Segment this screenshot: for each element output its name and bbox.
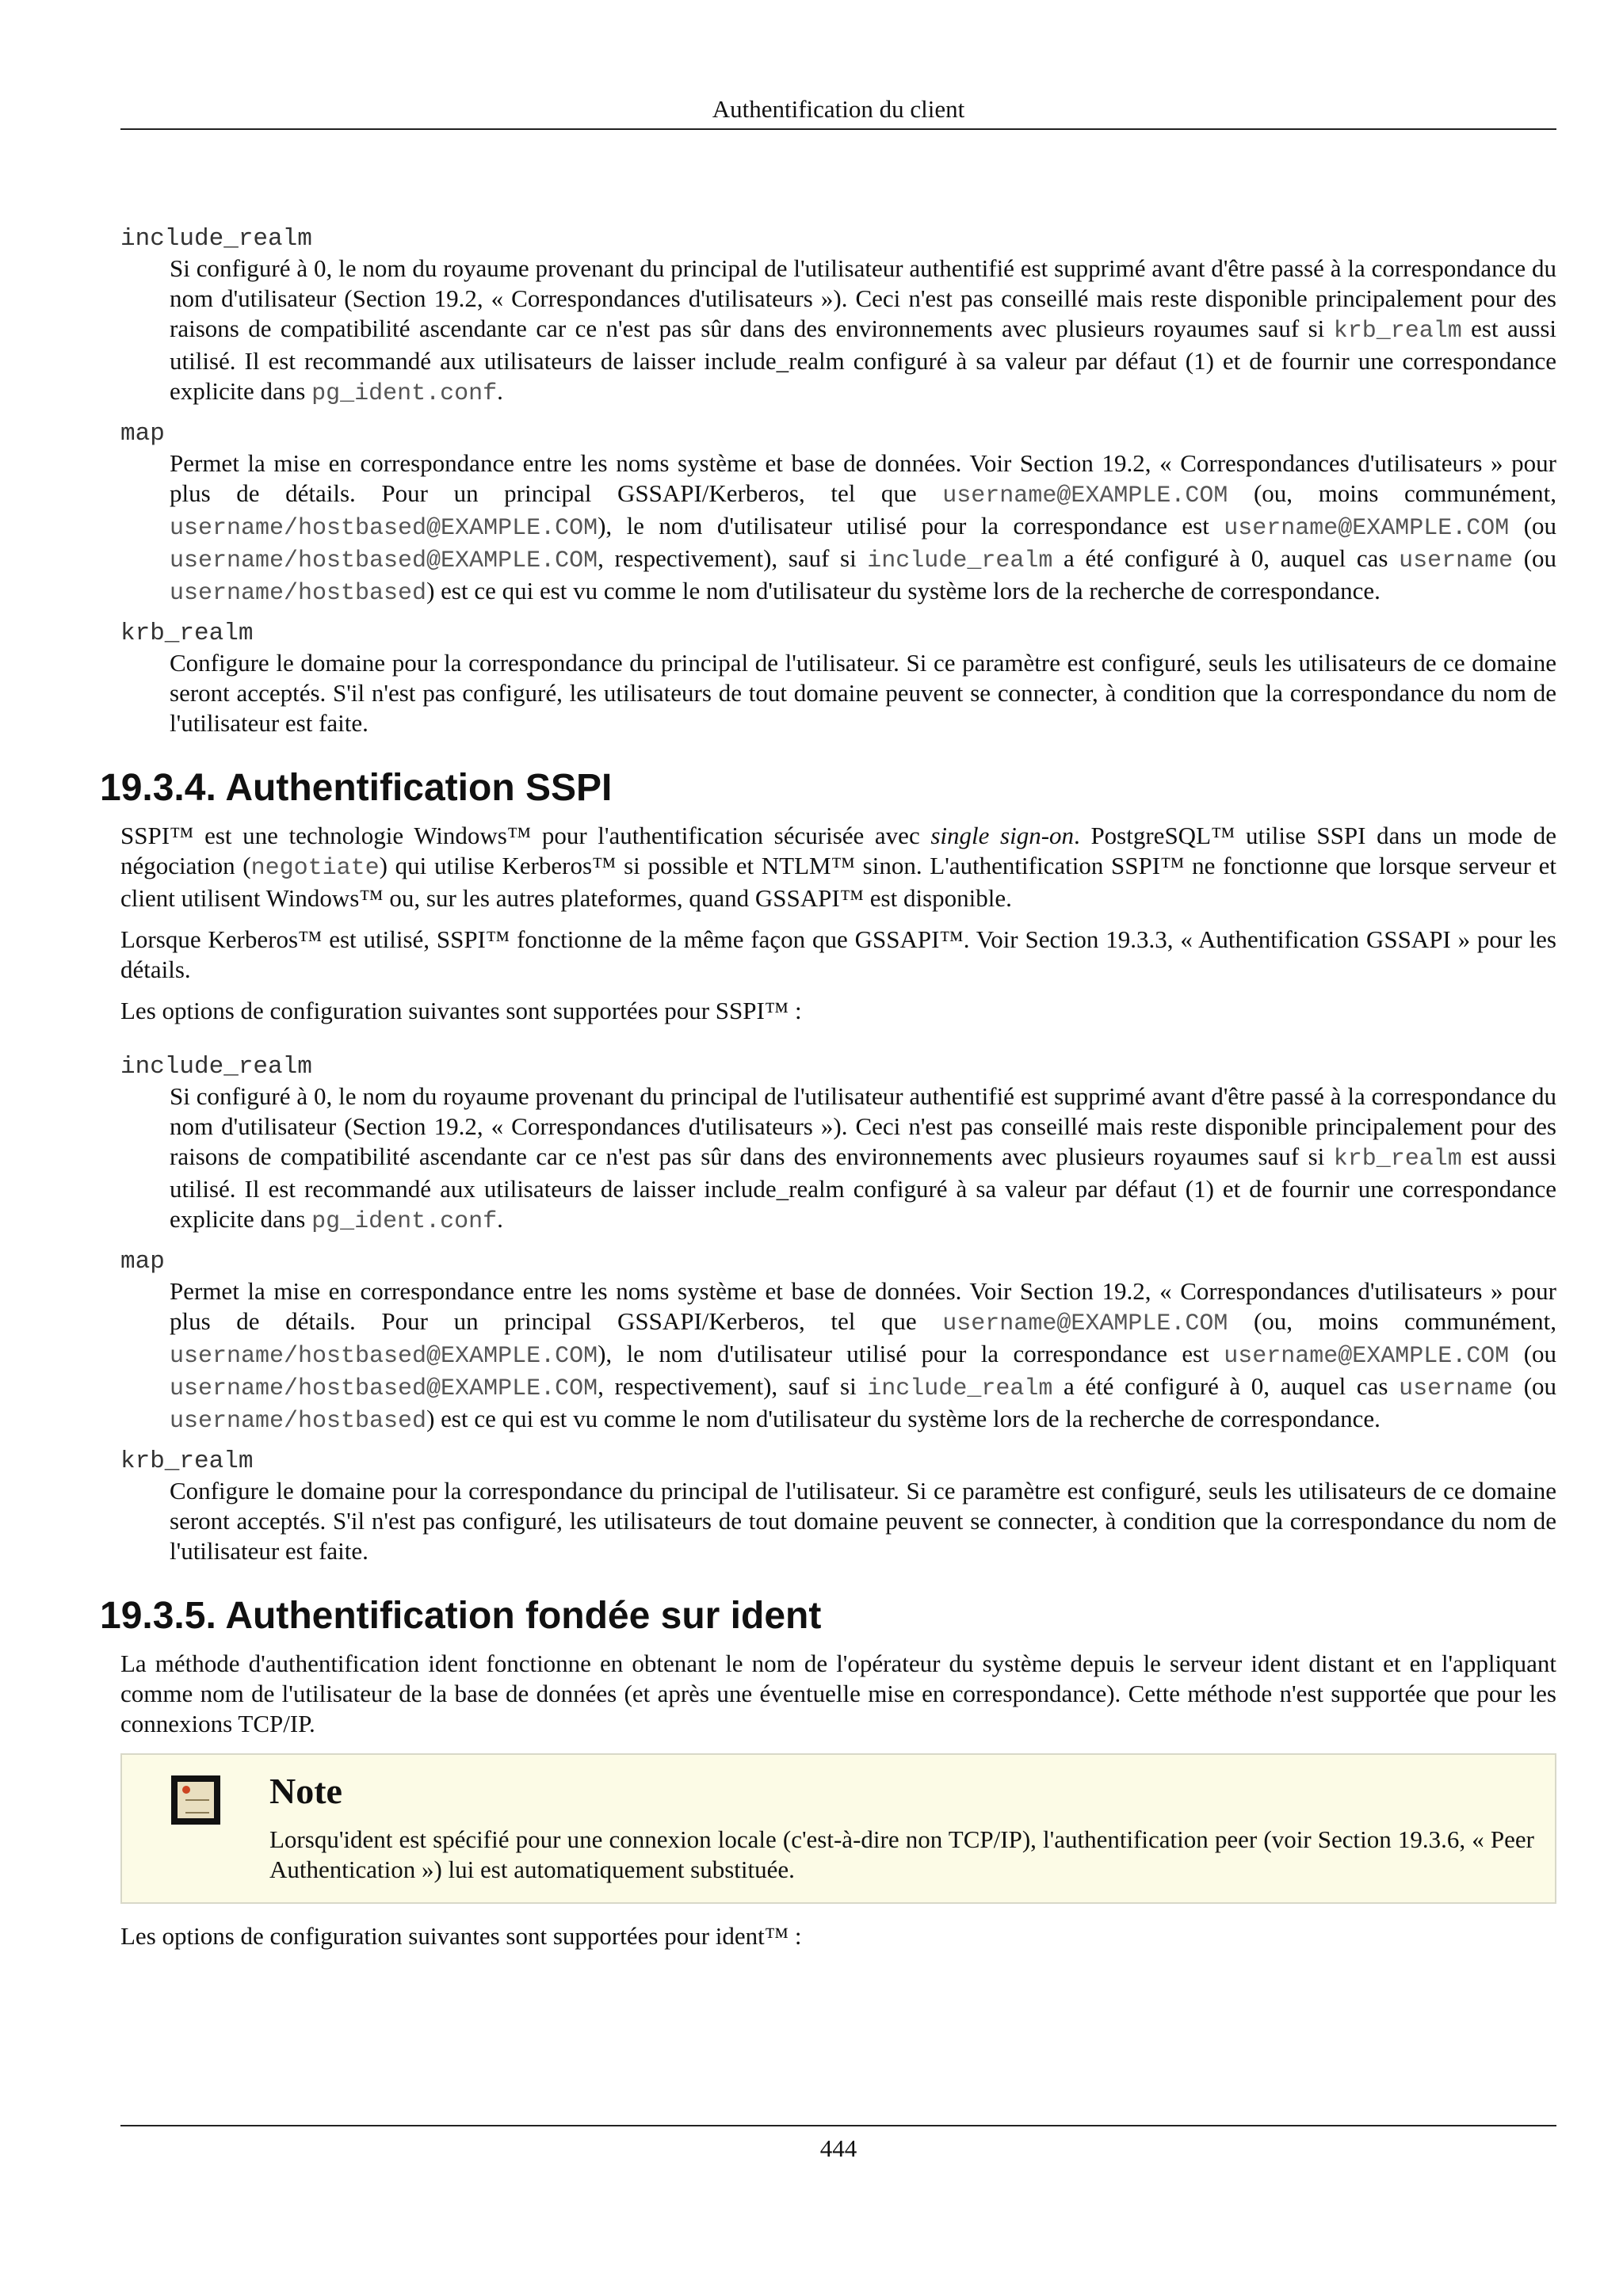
sspi-paragraph-3: Les options de configuration suivantes sont supportées pour SSPI™ : (120, 997, 802, 1024)
option-term-include-realm: include_realm (120, 1053, 312, 1081)
footer-rule (120, 2125, 1556, 2126)
section-title-sspi: 19.3.4. Authentification SSPI (100, 767, 613, 809)
ident-paragraph-2: Les options de configuration suivantes sont supportées pour ident™ : (120, 1922, 802, 1950)
option-term-map: map (120, 420, 165, 448)
option-term-krb-realm: krb_realm (120, 1447, 254, 1475)
note-title: Note (269, 1771, 342, 1811)
gssapi-options-list (120, 225, 1556, 738)
note-text: Lorsqu'ident est spécifié pour une connexion locale (c'est-à-dire non TCP/IP), l'authentification peer (voir Section 19.3.6, « Peer Authentication ») lui est automatiquement substituée. (269, 1825, 1534, 1883)
option-def-map: Permet la mise en correspondance entre les noms système et base de données. Voir Section 19.2, « Correspondances d'utilisateurs » pour plus de détails. Pour un principal GSSAPI/Kerberos, tel que username@EXAMPLE.COM (ou, moins communément, username/hostbased@EXAMPLE.COM), le nom d'utilisateur utilisé pour la correspondance est username@EXAMPLE.COM (ou username/hostbased@EXAMPLE.COM, respectivement), sauf si include_realm a été configuré à 0, auquel cas username (ou username/hostbased) est ce qui est vu comme le nom d'utilisateur du système lors de la recherche de correspondance. (170, 1277, 1557, 1435)
option-term-map: map (120, 1248, 165, 1276)
option-term-include-realm: include_realm (120, 225, 312, 253)
option-def-krb-realm: Configure le domaine pour la correspondance du principal de l'utilisateur. Si ce paramètre est configuré, seuls les utilisateurs de ce domaine seront acceptés. S'il n'est pas configuré, les utilisateurs de tout domaine peuvent se connecter, à condition que la correspondance du nom de l'utilisateur est faite. (170, 1477, 1556, 1565)
section-title-ident: 19.3.5. Authentification fondée sur ident (100, 1595, 822, 1637)
option-def-map: Permet la mise en correspondance entre les noms système et base de données. Voir Section 19.2, « Correspondances d'utilisateurs » pour plus de détails. Pour un principal GSSAPI/Kerberos, tel que username@EXAMPLE.COM (ou, moins communément, username/hostbased@EXAMPLE.COM), le nom d'utilisateur utilisé pour la correspondance est username@EXAMPLE.COM (ou username/hostbased@EXAMPLE.COM, respectivement), sauf si include_realm a été configuré à 0, auquel cas username (ou username/hostbased) est ce qui est vu comme le nom d'utilisateur du système lors de la recherche de correspondance. (170, 449, 1557, 607)
running-header: Authentification du client (712, 95, 965, 123)
page-number: 444 (819, 2134, 857, 2162)
ident-paragraph-1: La méthode d'authentification ident fonctionne en obtenant le nom de l'opérateur du système depuis le serveur ident distant et en l'appliquant comme nom de l'utilisateur de la base de données (et après une éventuelle mise en correspondance). Cette méthode n'est supportée que pour les connexions TCP/IP. (120, 1650, 1556, 1737)
option-term-krb-realm: krb_realm (120, 620, 254, 647)
option-def-krb-realm: Configure le domaine pour la correspondance du principal de l'utilisateur. Si ce paramètre est configuré, seuls les utilisateurs de ce domaine seront acceptés. S'il n'est pas configuré, les utilisateurs de tout domaine peuvent se connecter, à condition que la correspondance du nom de l'utilisateur est faite. (170, 649, 1556, 737)
note-box (120, 1753, 1556, 1904)
sspi-paragraph-2: Lorsque Kerberos™ est utilisé, SSPI™ fonctionne de la même façon que GSSAPI™. Voir Section 19.3.3, « Authentification GSSAPI » pour les détails. (120, 925, 1556, 983)
header-rule (120, 128, 1556, 130)
page-content (100, 225, 1557, 1962)
option-def-include-realm: Si configuré à 0, le nom du royaume provenant du principal de l'utilisateur authentifié est supprimé avant d'être passé à la correspondance du nom d'utilisateur (Section 19.2, « Correspondances d'utilisateurs »). Ceci n'est pas conseillé mais reste disponible principalement pour des raisons de compatibilité ascendante car ce n'est pas sûr dans des environnements avec plusieurs royaumes sauf si krb_realm est aussi utilisé. Il est recommandé aux utilisateurs de laisser include_realm configuré à sa valeur par défaut (1) et de fournir une correspondance explicite dans pg_ident.conf. (170, 254, 1557, 407)
option-def-include-realm: Si configuré à 0, le nom du royaume provenant du principal de l'utilisateur authentifié est supprimé avant d'être passé à la correspondance du nom d'utilisateur (Section 19.2, « Correspondances d'utilisateurs »). Ceci n'est pas conseillé mais reste disponible principalement pour des raisons de compatibilité ascendante car ce n'est pas sûr dans des environnements avec plusieurs royaumes sauf si krb_realm est aussi utilisé. Il est recommandé aux utilisateurs de laisser include_realm configuré à sa valeur par défaut (1) et de fournir une correspondance explicite dans pg_ident.conf. (170, 1082, 1557, 1235)
sspi-options-list (120, 1053, 1556, 1566)
sspi-paragraph-1: SSPI™ est une technologie Windows™ pour l'authentification sécurisée avec single sign-on. PostgreSQL™ utilise SSPI dans un mode de négociation (negotiate) qui utilise Kerberos™ si possible et NTLM™ sinon. L'authentification SSPI™ ne fonctionne que lorsque serveur et client utilisent Windows™ ou, sur les autres plateformes, quand GSSAPI™ est disponible. (120, 822, 1556, 912)
note-icon (171, 1775, 220, 1825)
